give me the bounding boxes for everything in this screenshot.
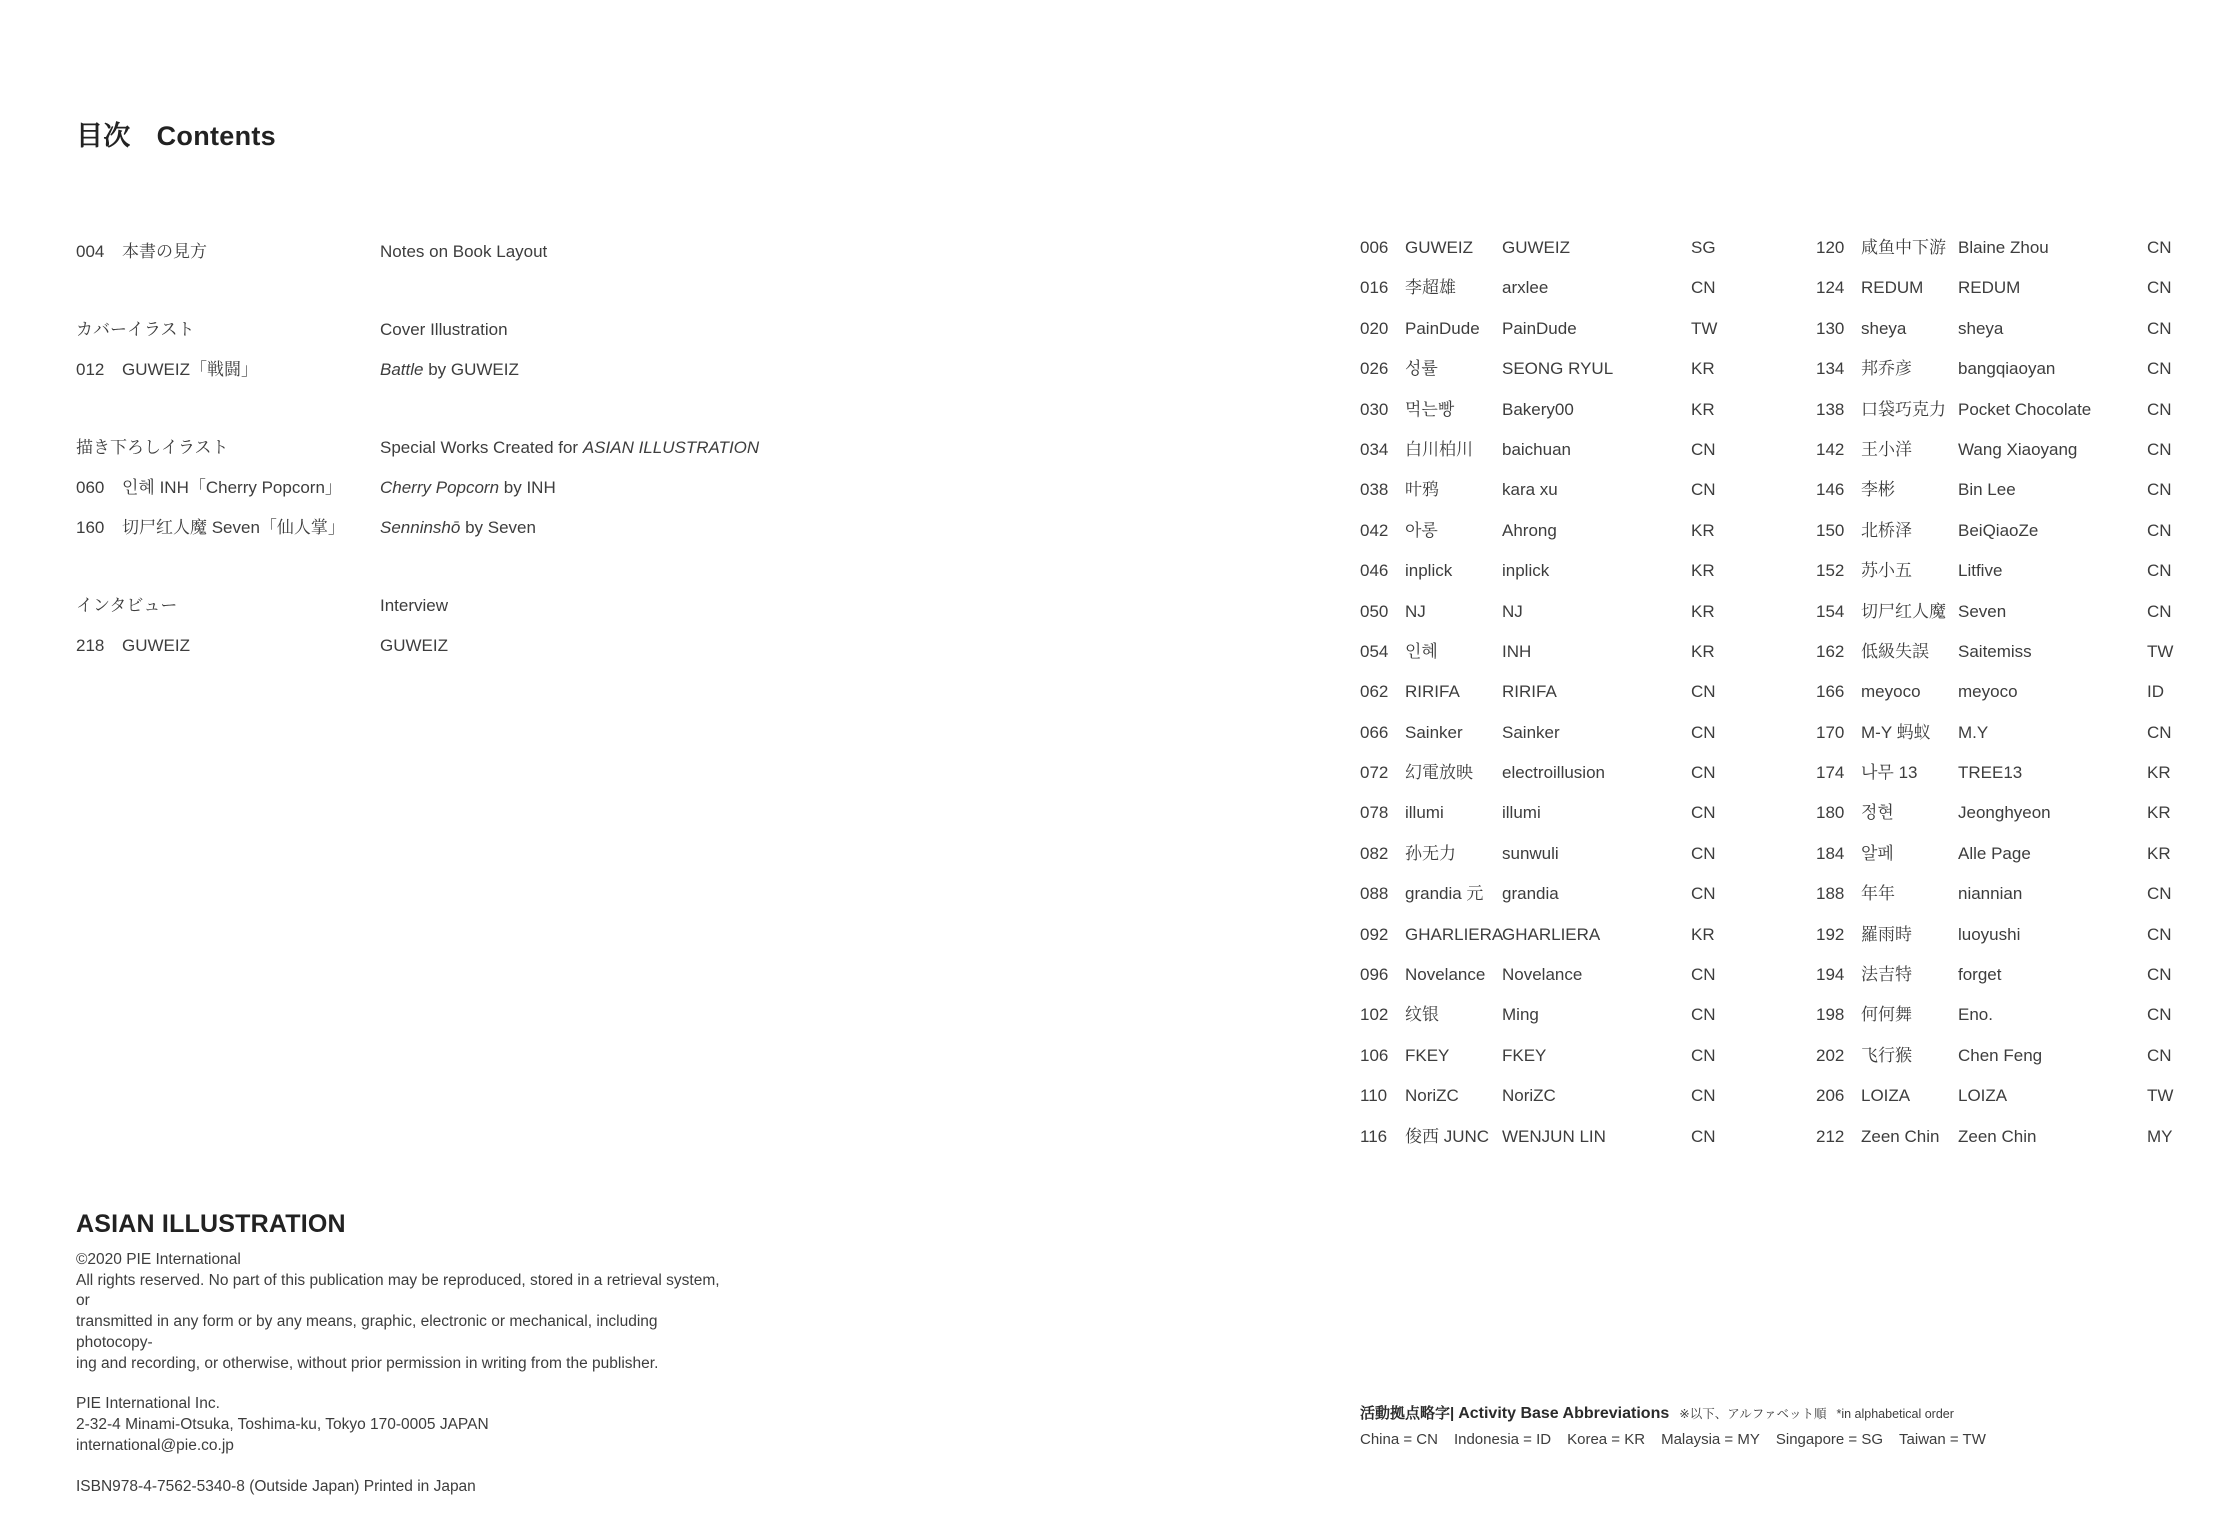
artist-row	[1816, 925, 2221, 965]
artist-country-code: CN	[1691, 480, 1716, 500]
artist-country-code: CN	[2147, 601, 2172, 621]
artist-name: RIRIFA	[1405, 682, 1460, 702]
artist-name: 邦乔彦	[1861, 359, 1912, 379]
artist-country-code: CN	[2147, 722, 2172, 742]
artist-page-number: 072	[1360, 763, 1389, 783]
artist-page-number: 134	[1816, 359, 1845, 379]
toc-title-en: Cherry Popcorn by INH	[380, 478, 556, 497]
artist-name: 白川柏川	[1405, 439, 1473, 459]
artist-name: illumi	[1405, 803, 1444, 823]
artist-page-number: 016	[1360, 278, 1389, 298]
artist-country-code: KR	[1691, 641, 1715, 661]
artist-name-roman: BeiQiaoZe	[1958, 520, 2039, 540]
legend-item: Singapore = SG	[1775, 1431, 1884, 1448]
toc-title-jp: 인혜 INH「Cherry Popcorn」	[122, 478, 342, 497]
artist-name: GHARLIERA	[1405, 924, 1504, 944]
artist-name-roman: Sainker	[1502, 722, 1560, 742]
artist-country-code: CN	[1691, 884, 1716, 904]
artist-row	[1816, 803, 2221, 843]
artist-country-code: CN	[2147, 1005, 2172, 1025]
artist-country-code: CN	[2147, 924, 2172, 944]
artist-page-number: 062	[1360, 682, 1389, 702]
artist-page-number: 188	[1816, 884, 1845, 904]
artist-country-code: KR	[1691, 359, 1715, 379]
artist-row	[1816, 440, 2221, 480]
page-title-en: Contents	[156, 121, 277, 151]
artist-country-code: KR	[2147, 763, 2171, 783]
artist-name-roman: GHARLIERA	[1502, 924, 1601, 944]
artist-row	[1360, 238, 1790, 278]
artist-name-roman: grandia	[1502, 884, 1559, 904]
abbreviations-label-jp: 活動拠点略字|	[1360, 1405, 1455, 1422]
toc-title-jp: インタビュー	[76, 596, 178, 615]
artist-row	[1816, 561, 2221, 601]
artist-country-code: KR	[2147, 843, 2171, 863]
artist-page-number: 050	[1360, 601, 1389, 621]
artist-name: PainDude	[1405, 318, 1480, 338]
artist-row	[1816, 1127, 2221, 1167]
artist-country-code: CN	[1691, 843, 1716, 863]
artist-name: 何何舞	[1861, 1005, 1912, 1025]
toc-page-number: 218	[76, 636, 105, 655]
artist-row	[1360, 278, 1790, 318]
artist-page-number: 106	[1360, 1045, 1389, 1065]
abbreviation-legend	[1360, 1431, 2000, 1448]
toc-row	[76, 360, 896, 400]
toc-title-en: Battle by GUWEIZ	[380, 360, 519, 379]
artist-name: 切尸红人魔	[1861, 601, 1946, 621]
artist-name-roman: luoyushi	[1958, 924, 2021, 944]
artist-page-number: 096	[1360, 965, 1389, 985]
artist-name-roman: Zeen Chin	[1958, 1126, 2037, 1146]
artist-name: meyoco	[1861, 682, 1921, 702]
legend-item: Korea = KR	[1567, 1431, 1646, 1448]
artist-name-roman: sunwuli	[1502, 843, 1559, 863]
artist-row	[1360, 844, 1790, 884]
toc-title-jp: 本書の見方	[122, 242, 207, 261]
artist-country-code: TW	[2147, 1086, 2174, 1106]
toc-row	[76, 596, 896, 636]
abbreviations-note-jp: ※以下、アルファベット順	[1679, 1407, 1827, 1421]
artist-name: 北桥泽	[1861, 520, 1912, 540]
artist-country-code: KR	[1691, 399, 1715, 419]
artist-page-number: 034	[1360, 439, 1389, 459]
artist-row	[1816, 965, 2221, 1005]
artist-page-number: 120	[1816, 238, 1845, 257]
artist-name: Zeen Chin	[1861, 1126, 1940, 1146]
toc-row	[76, 636, 896, 676]
artist-name-roman: NJ	[1502, 601, 1523, 621]
artist-name: 孙无力	[1405, 843, 1456, 863]
toc-row	[76, 478, 896, 518]
publisher-address: 2-32-4 Minami-Otsuka, Toshima-ku, Tokyo 170-0005 JAPAN	[76, 1415, 489, 1433]
artist-name: sheya	[1861, 318, 1907, 338]
isbn-line: ISBN978-4-7562-5340-8 (Outside Japan) Printed in Japan	[76, 1478, 476, 1496]
artist-name-roman: meyoco	[1958, 682, 2018, 702]
legend-item: Taiwan = TW	[1899, 1431, 1986, 1448]
artist-name-roman: FKEY	[1502, 1045, 1547, 1065]
artist-country-code: KR	[1691, 924, 1715, 944]
artist-row	[1360, 1127, 1790, 1167]
artist-name-roman: inplick	[1502, 561, 1550, 581]
artist-page-number: 192	[1816, 924, 1845, 944]
artist-row	[1360, 723, 1790, 763]
isbn-block	[76, 1477, 736, 1498]
artist-row	[1360, 1046, 1790, 1086]
page-title-jp: 目次	[76, 121, 131, 151]
artist-page-number: 038	[1360, 480, 1389, 500]
artist-row	[1360, 884, 1790, 924]
artist-name-roman: RIRIFA	[1502, 682, 1557, 702]
artist-name: 口袋巧克力	[1861, 399, 1946, 419]
artist-name: 苏小五	[1861, 561, 1912, 581]
page-title	[76, 114, 276, 153]
artist-name: Novelance	[1405, 965, 1486, 985]
toc-group	[76, 438, 896, 558]
artist-row	[1360, 400, 1790, 440]
legend-item: Indonesia = ID	[1453, 1431, 1552, 1448]
toc-title-jp: 描き下ろしイラスト	[76, 438, 229, 457]
artist-page-number: 020	[1360, 318, 1389, 338]
artist-country-code: CN	[1691, 965, 1716, 985]
artist-country-code: SG	[1691, 238, 1716, 257]
artist-name: NoriZC	[1405, 1086, 1459, 1106]
artist-row	[1816, 884, 2221, 924]
artist-page-number: 054	[1360, 641, 1389, 661]
artist-row	[1816, 319, 2221, 359]
artist-row	[1360, 319, 1790, 359]
toc-title-en: GUWEIZ	[380, 636, 448, 655]
artist-name: 咸鱼中下游	[1861, 238, 1946, 257]
artist-name: LOIZA	[1861, 1086, 1911, 1106]
artist-name-roman: Litfive	[1958, 561, 2003, 581]
artist-country-code: CN	[2147, 278, 2172, 298]
artist-name: 叶鸦	[1405, 480, 1439, 500]
artist-name-roman: LOIZA	[1958, 1086, 2008, 1106]
toc-row	[76, 320, 896, 360]
artist-name: GUWEIZ	[1405, 238, 1473, 257]
artist-name: grandia 元	[1405, 884, 1484, 904]
artist-page-number: 142	[1816, 439, 1845, 459]
artist-name: M-Y 蚂蚁	[1861, 722, 1931, 742]
artist-row	[1360, 1086, 1790, 1126]
artist-page-number: 030	[1360, 399, 1389, 419]
artist-page-number: 026	[1360, 359, 1389, 379]
artist-row	[1816, 602, 2221, 642]
artist-row	[1360, 521, 1790, 561]
artist-page-number: 088	[1360, 884, 1389, 904]
artist-country-code: CN	[1691, 1086, 1716, 1106]
artist-name: 法吉特	[1861, 965, 1912, 985]
toc-page-number: 060	[76, 478, 105, 497]
artist-name-roman: M.Y	[1958, 722, 1989, 742]
artist-name-roman: Pocket Chocolate	[1958, 399, 2092, 419]
artist-page-number: 184	[1816, 843, 1845, 863]
artist-row	[1360, 602, 1790, 642]
toc-title-jp: GUWEIZ「戦闘」	[122, 360, 258, 379]
abbreviations-note-en: *in alphabetical order	[1836, 1407, 1954, 1421]
abbreviations-section	[1360, 1402, 2000, 1448]
artist-name: 성률	[1405, 359, 1438, 379]
artist-row	[1360, 642, 1790, 682]
artist-country-code: CN	[2147, 439, 2172, 459]
artist-name-roman: electroillusion	[1502, 763, 1605, 783]
artist-country-code: CN	[2147, 561, 2172, 581]
artist-page-number: 174	[1816, 763, 1845, 783]
artist-page-number: 138	[1816, 399, 1845, 419]
artist-row	[1816, 359, 2221, 399]
artist-row	[1816, 642, 2221, 682]
publisher-name: PIE International Inc.	[76, 1395, 220, 1413]
artist-country-code: CN	[2147, 359, 2172, 379]
artist-name-roman: arxlee	[1502, 278, 1549, 298]
artist-name-roman: sheya	[1958, 318, 2004, 338]
artist-name: 李彬	[1861, 480, 1895, 500]
toc-page-number: 004	[76, 242, 105, 261]
artist-country-code: KR	[1691, 520, 1715, 540]
artist-country-code: CN	[1691, 682, 1716, 702]
artist-page-number: 202	[1816, 1045, 1845, 1065]
toc-title-jp: カバーイラスト	[76, 320, 195, 339]
artist-row	[1360, 803, 1790, 843]
artist-page-number: 124	[1816, 278, 1845, 298]
artist-name-roman: niannian	[1958, 884, 2023, 904]
artist-name-roman: Wang Xiaoyang	[1958, 439, 2078, 459]
artist-name-roman: Ahrong	[1502, 520, 1557, 540]
artist-country-code: KR	[1691, 561, 1715, 581]
artist-country-code: CN	[1691, 763, 1716, 783]
artist-name-roman: TREE13	[1958, 763, 2023, 783]
artist-country-code: CN	[2147, 399, 2172, 419]
artist-name: 나무 13	[1861, 763, 1918, 783]
artist-name: 飞行猴	[1861, 1045, 1912, 1065]
artist-name-roman: Eno.	[1958, 1005, 1993, 1025]
rights-line: All rights reserved. No part of this publication may be reproduced, stored in a retrieval system, or	[76, 1271, 720, 1310]
artist-country-code: CN	[1691, 722, 1716, 742]
artist-row	[1816, 521, 2221, 561]
artist-row	[1360, 925, 1790, 965]
artist-country-code: CN	[1691, 803, 1716, 823]
artist-name-roman: Bakery00	[1502, 399, 1574, 419]
artist-page-number: 110	[1360, 1086, 1388, 1106]
artist-name-roman: INH	[1502, 641, 1532, 661]
artist-row	[1360, 965, 1790, 1005]
artist-name: NJ	[1405, 601, 1426, 621]
artist-row	[1360, 561, 1790, 601]
toc-page-number: 012	[76, 360, 105, 379]
artist-page-number: 102	[1360, 1005, 1389, 1025]
artist-name: 王小洋	[1861, 439, 1912, 459]
toc-group	[76, 320, 896, 400]
artist-country-code: CN	[2147, 318, 2172, 338]
artist-name-roman: WENJUN LIN	[1502, 1126, 1606, 1146]
legend-item: Malaysia = MY	[1661, 1431, 1760, 1448]
artist-row	[1816, 723, 2221, 763]
artist-row	[1816, 763, 2221, 803]
artist-name-roman: Jeonghyeon	[1958, 803, 2051, 823]
artist-page-number: 166	[1816, 682, 1845, 702]
artist-list-column-2	[1816, 238, 2221, 1167]
artist-page-number: 206	[1816, 1086, 1845, 1106]
artist-name-roman: GUWEIZ	[1502, 238, 1570, 257]
artist-name-roman: baichuan	[1502, 439, 1572, 459]
artist-page-number: 146	[1816, 480, 1845, 500]
artist-name-roman: Bin Lee	[1958, 480, 2016, 500]
toc-title-en: Interview	[380, 596, 449, 615]
toc-group	[76, 596, 896, 676]
artist-name-roman: Saitemiss	[1958, 641, 2032, 661]
artist-name: 李超雄	[1405, 278, 1456, 298]
abbreviations-label-en: Activity Base Abbreviations	[1458, 1405, 1670, 1422]
artist-row	[1816, 238, 2221, 278]
artist-name: REDUM	[1861, 278, 1924, 298]
artist-page-number: 066	[1360, 722, 1389, 742]
artist-country-code: TW	[2147, 641, 2174, 661]
toc-title-en: Notes on Book Layout	[380, 242, 548, 261]
artist-name-roman: Seven	[1958, 601, 2007, 621]
artist-row	[1360, 763, 1790, 803]
artist-country-code: CN	[2147, 480, 2172, 500]
artist-row	[1816, 682, 2221, 722]
toc-group	[76, 242, 896, 282]
artist-name-roman: Chen Feng	[1958, 1045, 2043, 1065]
abbreviations-heading	[1360, 1402, 2000, 1423]
artist-country-code: CN	[1691, 1126, 1716, 1146]
publisher-email: international@pie.co.jp	[76, 1436, 234, 1454]
artist-name: 인혜	[1405, 641, 1438, 661]
artist-name-roman: forget	[1958, 965, 2002, 985]
artist-page-number: 082	[1360, 843, 1389, 863]
artist-name-roman: bangqiaoyan	[1958, 359, 2056, 379]
artist-row	[1816, 1046, 2221, 1086]
artist-row	[1360, 480, 1790, 520]
artist-page-number: 130	[1816, 318, 1845, 338]
toc-list	[76, 242, 896, 714]
rights-line: transmitted in any form or by any means, graphic, electronic or mechanical, including photocopy-	[76, 1313, 658, 1351]
artist-name: 年年	[1861, 884, 1895, 904]
artist-page-number: 042	[1360, 520, 1389, 540]
artist-country-code: MY	[2147, 1126, 2173, 1146]
artist-name: FKEY	[1405, 1045, 1450, 1065]
artist-country-code: CN	[2147, 965, 2172, 985]
artist-row	[1360, 1005, 1790, 1045]
artist-country-code: CN	[1691, 439, 1716, 459]
artist-name-roman: PainDude	[1502, 318, 1577, 338]
artist-page-number: 154	[1816, 601, 1845, 621]
artist-name: inplick	[1405, 561, 1453, 581]
publisher-block	[76, 1394, 736, 1456]
artist-page-number: 006	[1360, 238, 1389, 257]
artist-name: Sainker	[1405, 722, 1463, 742]
artist-name-roman: SEONG RYUL	[1502, 359, 1614, 379]
copyright-block	[76, 1250, 736, 1374]
artist-row	[1360, 682, 1790, 722]
artist-page-number: 170	[1816, 722, 1845, 742]
artist-list-column-1	[1360, 238, 1790, 1167]
artist-row	[1816, 278, 2221, 318]
artist-page-number: 078	[1360, 803, 1389, 823]
artist-country-code: CN	[2147, 884, 2172, 904]
artist-row	[1816, 400, 2221, 440]
artist-name: 알페	[1861, 843, 1894, 863]
artist-row	[1816, 480, 2221, 520]
artist-name: 纹银	[1405, 1005, 1439, 1025]
toc-title-jp: 切尸红人魔 Seven「仙人掌」	[122, 518, 345, 537]
toc-title-jp: GUWEIZ	[122, 636, 190, 655]
artist-name: 俊西 JUNC	[1405, 1126, 1490, 1146]
artist-name-roman: REDUM	[1958, 278, 2021, 298]
artist-country-code: CN	[2147, 1045, 2172, 1065]
artist-country-code: ID	[2147, 682, 2164, 702]
toc-row	[76, 242, 896, 282]
toc-page-number: 160	[76, 518, 105, 537]
artist-name: 低級失誤	[1861, 641, 1929, 661]
artist-country-code: TW	[1691, 318, 1718, 338]
artist-row	[1360, 359, 1790, 399]
artist-name-roman: Novelance	[1502, 965, 1583, 985]
artist-country-code: CN	[2147, 520, 2172, 540]
rights-line: ing and recording, or otherwise, without prior permission in writing from the publisher.	[76, 1354, 659, 1372]
artist-row	[1816, 1086, 2221, 1126]
artist-name: 羅雨時	[1861, 924, 1912, 944]
artist-page-number: 194	[1816, 965, 1845, 985]
artist-name: 幻電放映	[1405, 763, 1473, 783]
artist-page-number: 092	[1360, 924, 1389, 944]
artist-country-code: CN	[1691, 1005, 1716, 1025]
toc-title-en: Senninshō by Seven	[380, 518, 536, 537]
book-title: ASIAN ILLUSTRATION	[76, 1210, 346, 1238]
artist-page-number: 152	[1816, 561, 1845, 581]
artist-row	[1360, 440, 1790, 480]
artist-name: 정현	[1861, 803, 1894, 823]
colophon	[76, 1210, 736, 1498]
artist-country-code: KR	[2147, 803, 2171, 823]
toc-row	[76, 518, 896, 558]
artist-country-code: CN	[1691, 278, 1716, 298]
artist-country-code: CN	[1691, 1045, 1716, 1065]
artist-name-roman: Alle Page	[1958, 843, 2031, 863]
copyright-line: ©2020 PIE International	[76, 1251, 241, 1268]
artist-name: 아롱	[1405, 520, 1438, 540]
artist-page-number: 180	[1816, 803, 1845, 823]
artist-page-number: 198	[1816, 1005, 1845, 1025]
artist-row	[1816, 844, 2221, 884]
artist-page-number: 162	[1816, 641, 1845, 661]
artist-page-number: 150	[1816, 520, 1845, 540]
artist-page-number: 116	[1360, 1126, 1388, 1146]
toc-title-en: Cover Illustration	[380, 320, 508, 339]
artist-page-number: 046	[1360, 561, 1389, 581]
toc-row	[76, 438, 896, 478]
artist-name-roman: Blaine Zhou	[1958, 238, 2049, 257]
toc-title-en: Special Works Created for ASIAN ILLUSTRATION	[380, 438, 760, 457]
artist-name-roman: illumi	[1502, 803, 1541, 823]
artist-name-roman: NoriZC	[1502, 1086, 1556, 1106]
artist-name-roman: kara xu	[1502, 480, 1558, 500]
artist-country-code: CN	[2147, 238, 2172, 257]
legend-item: China = CN	[1360, 1431, 1438, 1448]
artist-row	[1816, 1005, 2221, 1045]
artist-page-number: 212	[1816, 1126, 1845, 1146]
artist-name-roman: Ming	[1502, 1005, 1539, 1025]
artist-country-code: KR	[1691, 601, 1715, 621]
artist-name: 먹는빵	[1405, 399, 1455, 419]
